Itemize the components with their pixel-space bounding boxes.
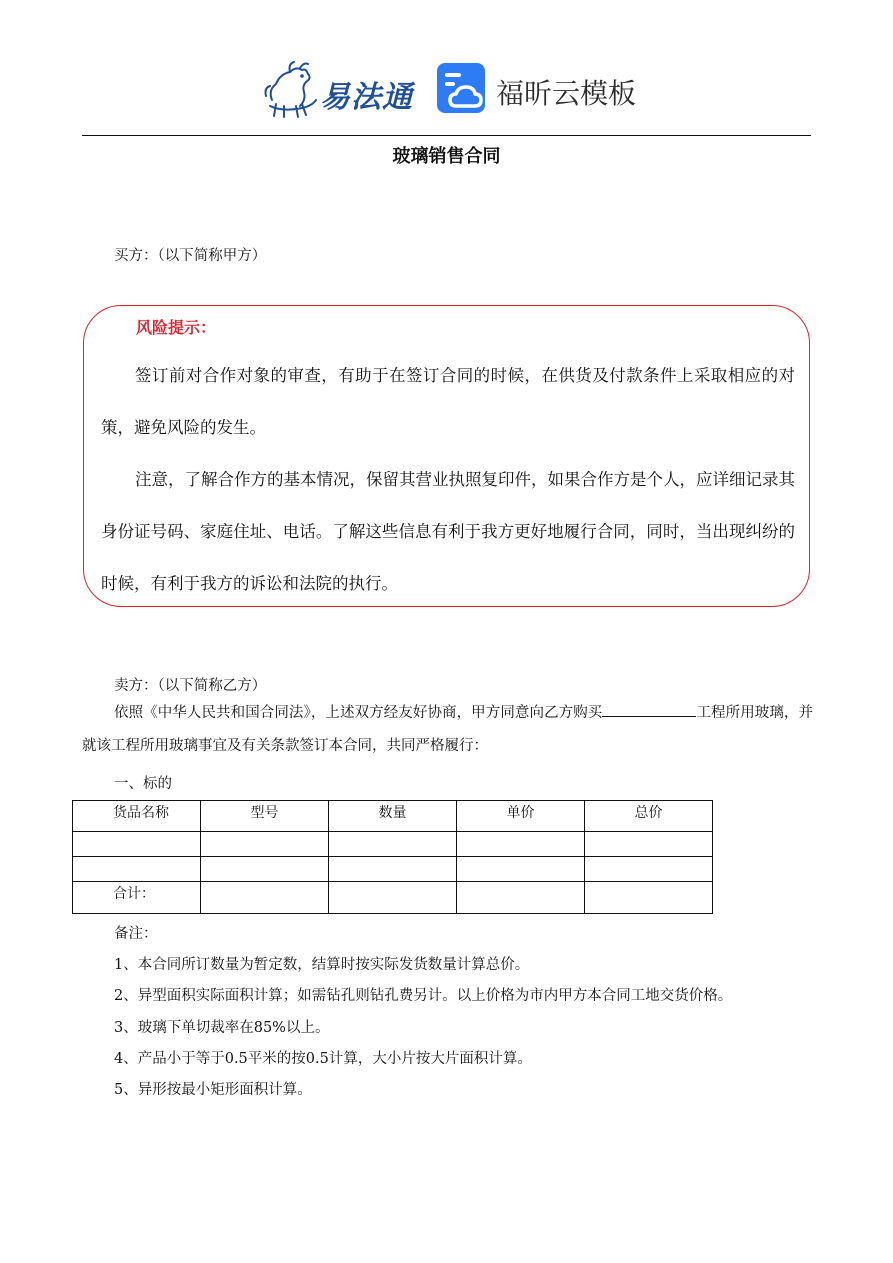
- project-name-blank: [602, 702, 696, 717]
- notes-label: 备注：: [114, 926, 158, 942]
- table-cell: [585, 882, 713, 914]
- header-divider: [82, 135, 811, 136]
- logo1-text: 易法通: [320, 80, 413, 115]
- table-header-cell: 货品名称: [73, 801, 201, 832]
- risk-paragraph-2: 注意，了解合作方的基本情况，保留其营业执照复印件，如果合作方是个人，应详细记录其身份证号码、家庭住址、电话。了解这些信息有利于我方更好地履行合同，同时，当出现纠纷的时候，有利于我方的诉讼和法院的执行。: [101, 470, 795, 593]
- cloud-document-icon: [436, 62, 488, 116]
- table-cell: [329, 832, 457, 857]
- table-cell: [329, 857, 457, 882]
- buyer-line: 买方：（以下简称甲方）: [114, 248, 267, 264]
- seller-line: 卖方：（以下简称乙方）: [114, 678, 267, 694]
- document-header: [0, 58, 893, 124]
- section-1-heading: 一、标的: [114, 776, 172, 792]
- intro-text-before: 依照《中华人民共和国合同法》，上述双方经友好协商，甲方同意向乙方购买: [114, 705, 603, 721]
- table-cell: [201, 857, 329, 882]
- note-item: 4、产品小于等于0.5平米的按0.5计算，大小片按大片面积计算。: [114, 1051, 532, 1067]
- table-cell: [585, 832, 713, 857]
- risk-warning-title: 风险提示：: [136, 318, 217, 337]
- yifatong-logo: [262, 60, 422, 120]
- foxit-template-logo: [436, 62, 656, 118]
- note-item: 1、本合同所订数量为暂定数，结算时按实际发货数量计算总价。: [114, 957, 530, 973]
- table-cell: [457, 857, 585, 882]
- table-header-cell: 总价: [585, 801, 713, 832]
- table-cell: [457, 882, 585, 914]
- table-cell: [457, 832, 585, 857]
- table-total-row: [73, 882, 713, 914]
- qilin-icon: [262, 60, 320, 120]
- table-cell: [585, 857, 713, 882]
- table-cell: [329, 882, 457, 914]
- table-total-label: 合计：: [73, 882, 201, 914]
- goods-table: [72, 800, 713, 914]
- table-cell: [73, 832, 201, 857]
- note-item: 5、异形按最小矩形面积计算。: [114, 1082, 312, 1098]
- table-header-cell: 型号: [201, 801, 329, 832]
- intro-paragraph: [82, 697, 813, 763]
- document-title: 玻璃销售合同: [392, 146, 501, 167]
- table-header-cell: 单价: [457, 801, 585, 832]
- risk-warning-box: [83, 305, 810, 607]
- note-item: 2、异型面积实际面积计算；如需钻孔则钻孔费另计。以上价格为市内甲方本合同工地交货价格。: [114, 988, 733, 1004]
- note-item: 3、玻璃下单切裁率在85%以上。: [114, 1020, 330, 1036]
- table-cell: [201, 882, 329, 914]
- logo2-text: 福昕云模板: [496, 77, 637, 110]
- table-cell: [201, 832, 329, 857]
- intro-text-after: 工程所用玻璃，并就该工程所用玻璃事宜及有关条款签订本合同，共同严格履行：: [82, 705, 814, 754]
- table-row: [73, 857, 713, 882]
- table-header-row: [73, 801, 713, 832]
- table-header-cell: 数量: [329, 801, 457, 832]
- table-row: [73, 832, 713, 857]
- risk-paragraph-1: 签订前对合作对象的审查，有助于在签订合同的时候，在供货及付款条件上采取相应的对策，避免风险的发生。: [101, 366, 795, 437]
- table-cell: [73, 857, 201, 882]
